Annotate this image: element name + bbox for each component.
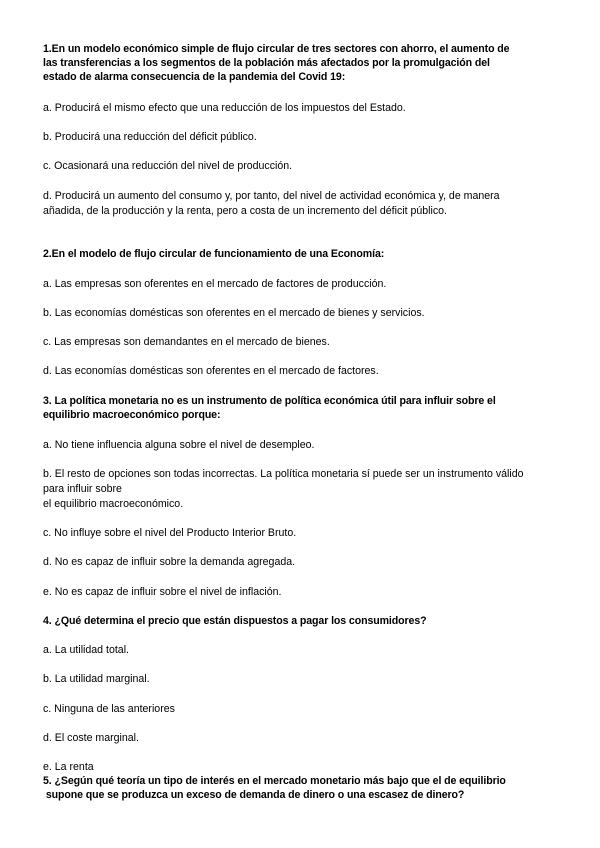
question-3-option-b-line-1: b. El resto de opciones son todas incorrectas. La política monetaria sí puede ser un instrumento válido [43,468,524,480]
question-3-option-d: d. No es capaz de influir sobre la demanda agregada. [43,556,296,568]
question-2-option-b: b. Las economías domésticas son oferentes en el mercado de bienes y servicios. [43,307,425,319]
question-3-option-e: e. No es capaz de influir sobre el nivel de inflación. [43,586,282,598]
question-1-option-d-line-2: añadida, de la producción y la renta, pero a costa de un incremento del déficit público. [43,205,447,217]
question-1-option-d-line-1: d. Producirá un aumento del consumo y, por tanto, del nivel de actividad económica y, de manera [43,190,500,202]
question-4-option-a: a. La utilidad total. [43,644,129,656]
question-3-title-line-2: equilibrio macroeconómico porque: [43,409,221,421]
question-4-option-d: d. El coste marginal. [43,732,139,744]
question-2-title: 2.En el modelo de flujo circular de funcionamiento de una Economía: [43,248,385,260]
question-3-option-b-line-3: el equilibrio macroeconómico. [43,498,184,510]
question-4-option-c: c. Ninguna de las anteriores [43,703,175,715]
question-5-title-line-2: supone que se produzca un exceso de demanda de dinero o una escasez de dinero? [43,789,465,801]
question-5-title-line-1: 5. ¿Según qué teoría un tipo de interés en el mercado monetario más bajo que el de equilibrio [43,775,506,787]
question-1-title-line-2: las transferencias a los segmentos de la población más afectados por la promulgación del [43,57,490,69]
question-3-option-a: a. No tiene influencia alguna sobre el nivel de desempleo. [43,439,315,451]
question-1-option-a: a. Producirá el mismo efecto que una reducción de los impuestos del Estado. [43,102,406,114]
question-4-title: 4. ¿Qué determina el precio que están dispuestos a pagar los consumidores? [43,615,427,627]
question-2-option-d: d. Las economías domésticas son oferentes en el mercado de factores. [43,365,379,377]
question-4-option-e: e. La renta [43,761,94,773]
question-3-title-line-1: 3. La política monetaria no es un instrumento de política económica útil para influir sobre el [43,395,496,407]
question-3-option-b-line-2: para influir sobre [43,483,122,495]
question-2-option-a: a. Las empresas son oferentes en el mercado de factores de producción. [43,278,387,290]
question-1-option-c: c. Ocasionará una reducción del nivel de producción. [43,160,293,172]
question-4-option-b: b. La utilidad marginal. [43,673,150,685]
question-1-title-line-3: estado de alarma consecuencia de la pandemia del Covid 19: [43,71,346,83]
question-2-option-c: c. Las empresas son demandantes en el mercado de bienes. [43,336,330,348]
question-1-title-line-1: 1.En un modelo económico simple de flujo circular de tres sectores con ahorro, el aumento de [43,43,510,55]
question-3-option-c: c. No influye sobre el nivel del Producto Interior Bruto. [43,527,297,539]
question-1-option-b: b. Producirá una reducción del déficit público. [43,131,257,143]
